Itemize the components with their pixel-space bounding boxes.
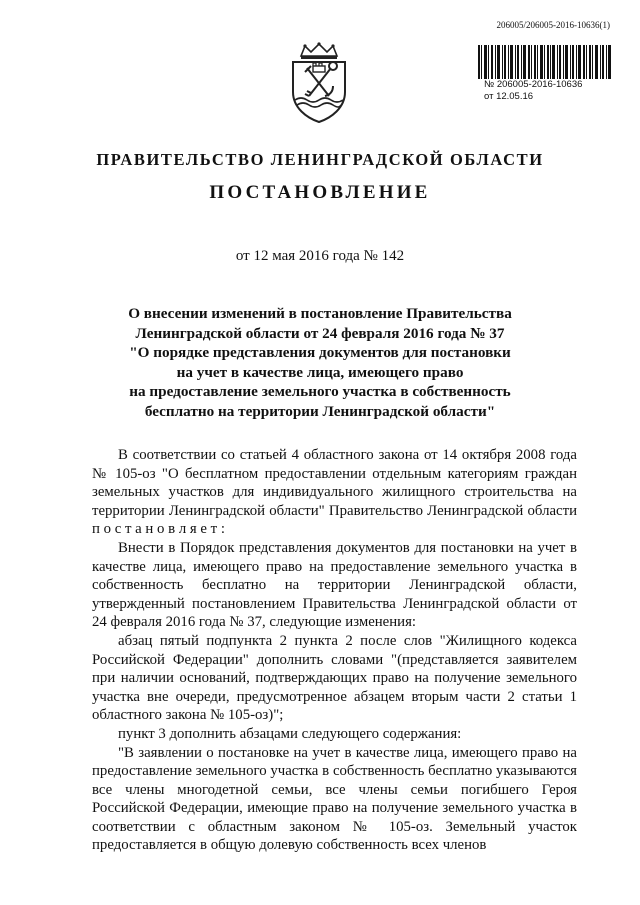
barcode-date: от 12.05.16 bbox=[484, 91, 534, 102]
amendment-paragraph-1: абзац пятый подпункта 2 пункта 2 после слов "Жилищного кодекса Российской Федерации" дополнить словами "(представляется заявителем при наличии оснований, подтверждающих право на получение земельного участка вне очереди, предусмотренное абзацем вторым части 2 статьи 1 областного закона № 105-оз)"; bbox=[92, 632, 577, 724]
amendment-paragraph-2: пункт 3 дополнить абзацами следующего содержания: bbox=[118, 725, 462, 742]
subject-line: Ленинградской области от 24 февраля 2016 года № 37 bbox=[135, 324, 505, 342]
barcode-number: № 206005-2016-10636 bbox=[484, 79, 583, 90]
organization-title: ПРАВИТЕЛЬСТВО ЛЕНИНГРАДСКОЙ ОБЛАСТИ bbox=[96, 150, 544, 169]
barcode-image bbox=[476, 45, 614, 79]
document-subject bbox=[60, 304, 580, 421]
document-date-number: от 12 мая 2016 года № 142 bbox=[235, 248, 405, 264]
subject-line: на предоставление земельного участка в собственность bbox=[129, 383, 511, 400]
document-type-title: ПОСТАНОВЛЕНИЕ bbox=[209, 182, 431, 203]
subject-line: О внесении изменений в постановление Правительства bbox=[128, 305, 512, 322]
barcode-stamp bbox=[476, 45, 614, 103]
subject-line: на учет в качестве лица, имеющего право bbox=[176, 363, 464, 381]
document-number: 206005/206005-2016-10636(1) bbox=[496, 20, 610, 30]
document-body bbox=[92, 446, 577, 855]
amendment-intro-paragraph: Внести в Порядок представления документов для постановки на учет в качестве лица, имеющего право на предоставление земельного участка в собственность бесплатно на территории Ленинградской области, утвержденный постановлением Правительства Ленинградской области от 24 февраля 2016 года № 37, следующие изменения: bbox=[92, 539, 577, 631]
preamble-paragraph: В соответствии со статьей 4 областного закона от 14 октября 2008 года № 105-оз "О бесплатном предоставлении отдельным категориям граждан земельных участков для индивидуального жилищного строительства на территории Ленинградской области" Правительство Ленинградской области п о с т а н о в л я е т : bbox=[92, 447, 577, 538]
subject-line: "О порядке представления документов для постановки bbox=[129, 344, 511, 361]
subject-line: бесплатно на территории Ленинградской области" bbox=[144, 402, 496, 420]
coat-of-arms-emblem bbox=[283, 42, 355, 124]
amendment-quote-paragraph: "В заявлении о постановке на учет в качестве лица, имеющего право на предоставление земельного участка в собственность бесплатно указываются все члены многодетной семьи, все члены семьи погибшего Героя Российской Федерации, имеющие право на получение земельного участка в соответствии с областным законом № 105-оз. Земельный участок предоставляется в общую долевую собственность всех членов bbox=[92, 744, 577, 854]
